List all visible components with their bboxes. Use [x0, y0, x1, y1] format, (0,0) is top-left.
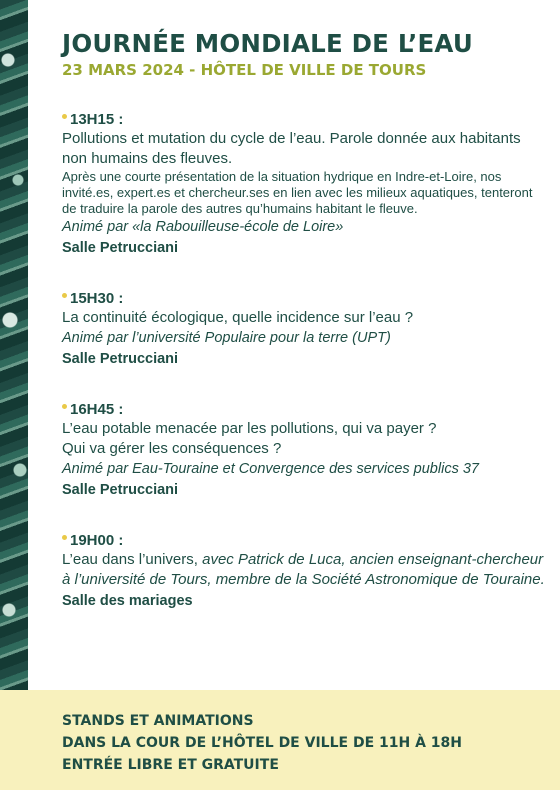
event-time: 19H00 :: [62, 531, 548, 550]
footer-line-hours: DANS LA COUR DE L’HÔTEL DE VILLE DE 11H À 18H: [62, 735, 462, 751]
event-speaker: avec Patrick de Luca, ancien enseignant-chercheur à l’université de Tours, membre de la Société Astronomique de Touraine.: [62, 551, 545, 588]
page-subtitle: 23 MARS 2024 - HÔTEL DE VILLE DE TOURS: [62, 61, 427, 79]
bullet-icon: [62, 293, 67, 298]
header: [62, 30, 542, 80]
event-1900: [62, 531, 548, 611]
event-description: Après une courte présentation de la situation hydrique en Indre-et-Loire, nos invité.es, expert.es et chercheur.ses en lien avec les milieux aquatiques, tenteront de traduire la parole des autres qu’humains habitant le fleuve.: [62, 169, 533, 216]
footer-banner: [0, 690, 560, 790]
event-time: 15H30 :: [62, 289, 548, 308]
bullet-icon: [62, 114, 67, 119]
event-room: Salle Petrucciani: [62, 482, 179, 498]
event-title: La continuité écologique, quelle incidence sur l’eau ?: [62, 309, 414, 326]
aerial-river-image: [0, 0, 28, 790]
program-list: [62, 110, 548, 642]
event-title-line1: L’eau potable menacée par les pollutions, qui va payer ?: [62, 420, 437, 437]
footer-line-stands: STANDS ET ANIMATIONS: [62, 713, 254, 729]
page-title: JOURNÉE MONDIALE DE L’EAU: [62, 29, 473, 58]
event-1530: [62, 289, 548, 369]
event-time: 13H15 :: [62, 110, 548, 129]
bullet-icon: [62, 404, 67, 409]
footer-line-entry: ENTRÉE LIBRE ET GRATUITE: [62, 757, 279, 773]
event-room: Salle Petrucciani: [62, 240, 179, 256]
bullet-icon: [62, 535, 67, 540]
event-time: 16H45 :: [62, 400, 548, 419]
event-host: Animé par l’université Populaire pour la terre (UPT): [62, 330, 391, 346]
event-1315: [62, 110, 548, 258]
event-1645: [62, 400, 548, 500]
event-room: Salle des mariages: [62, 593, 193, 609]
event-host: Animé par Eau-Touraine et Convergence des services publics 37: [62, 461, 479, 477]
event-host: Animé par «la Rabouilleuse-école de Loire»: [62, 219, 344, 235]
event-title: Pollutions et mutation du cycle de l’eau. Parole donnée aux habitants non humains des fleuves.: [62, 130, 521, 167]
event-title: L’eau dans l’univers, avec Patrick de Luca, ancien enseignant-chercheur à l’université de Tours, membre de la Société Astronomique de Touraine.: [62, 551, 545, 588]
event-title-line2: Qui va gérer les conséquences ?: [62, 440, 282, 457]
event-room: Salle Petrucciani: [62, 351, 179, 367]
